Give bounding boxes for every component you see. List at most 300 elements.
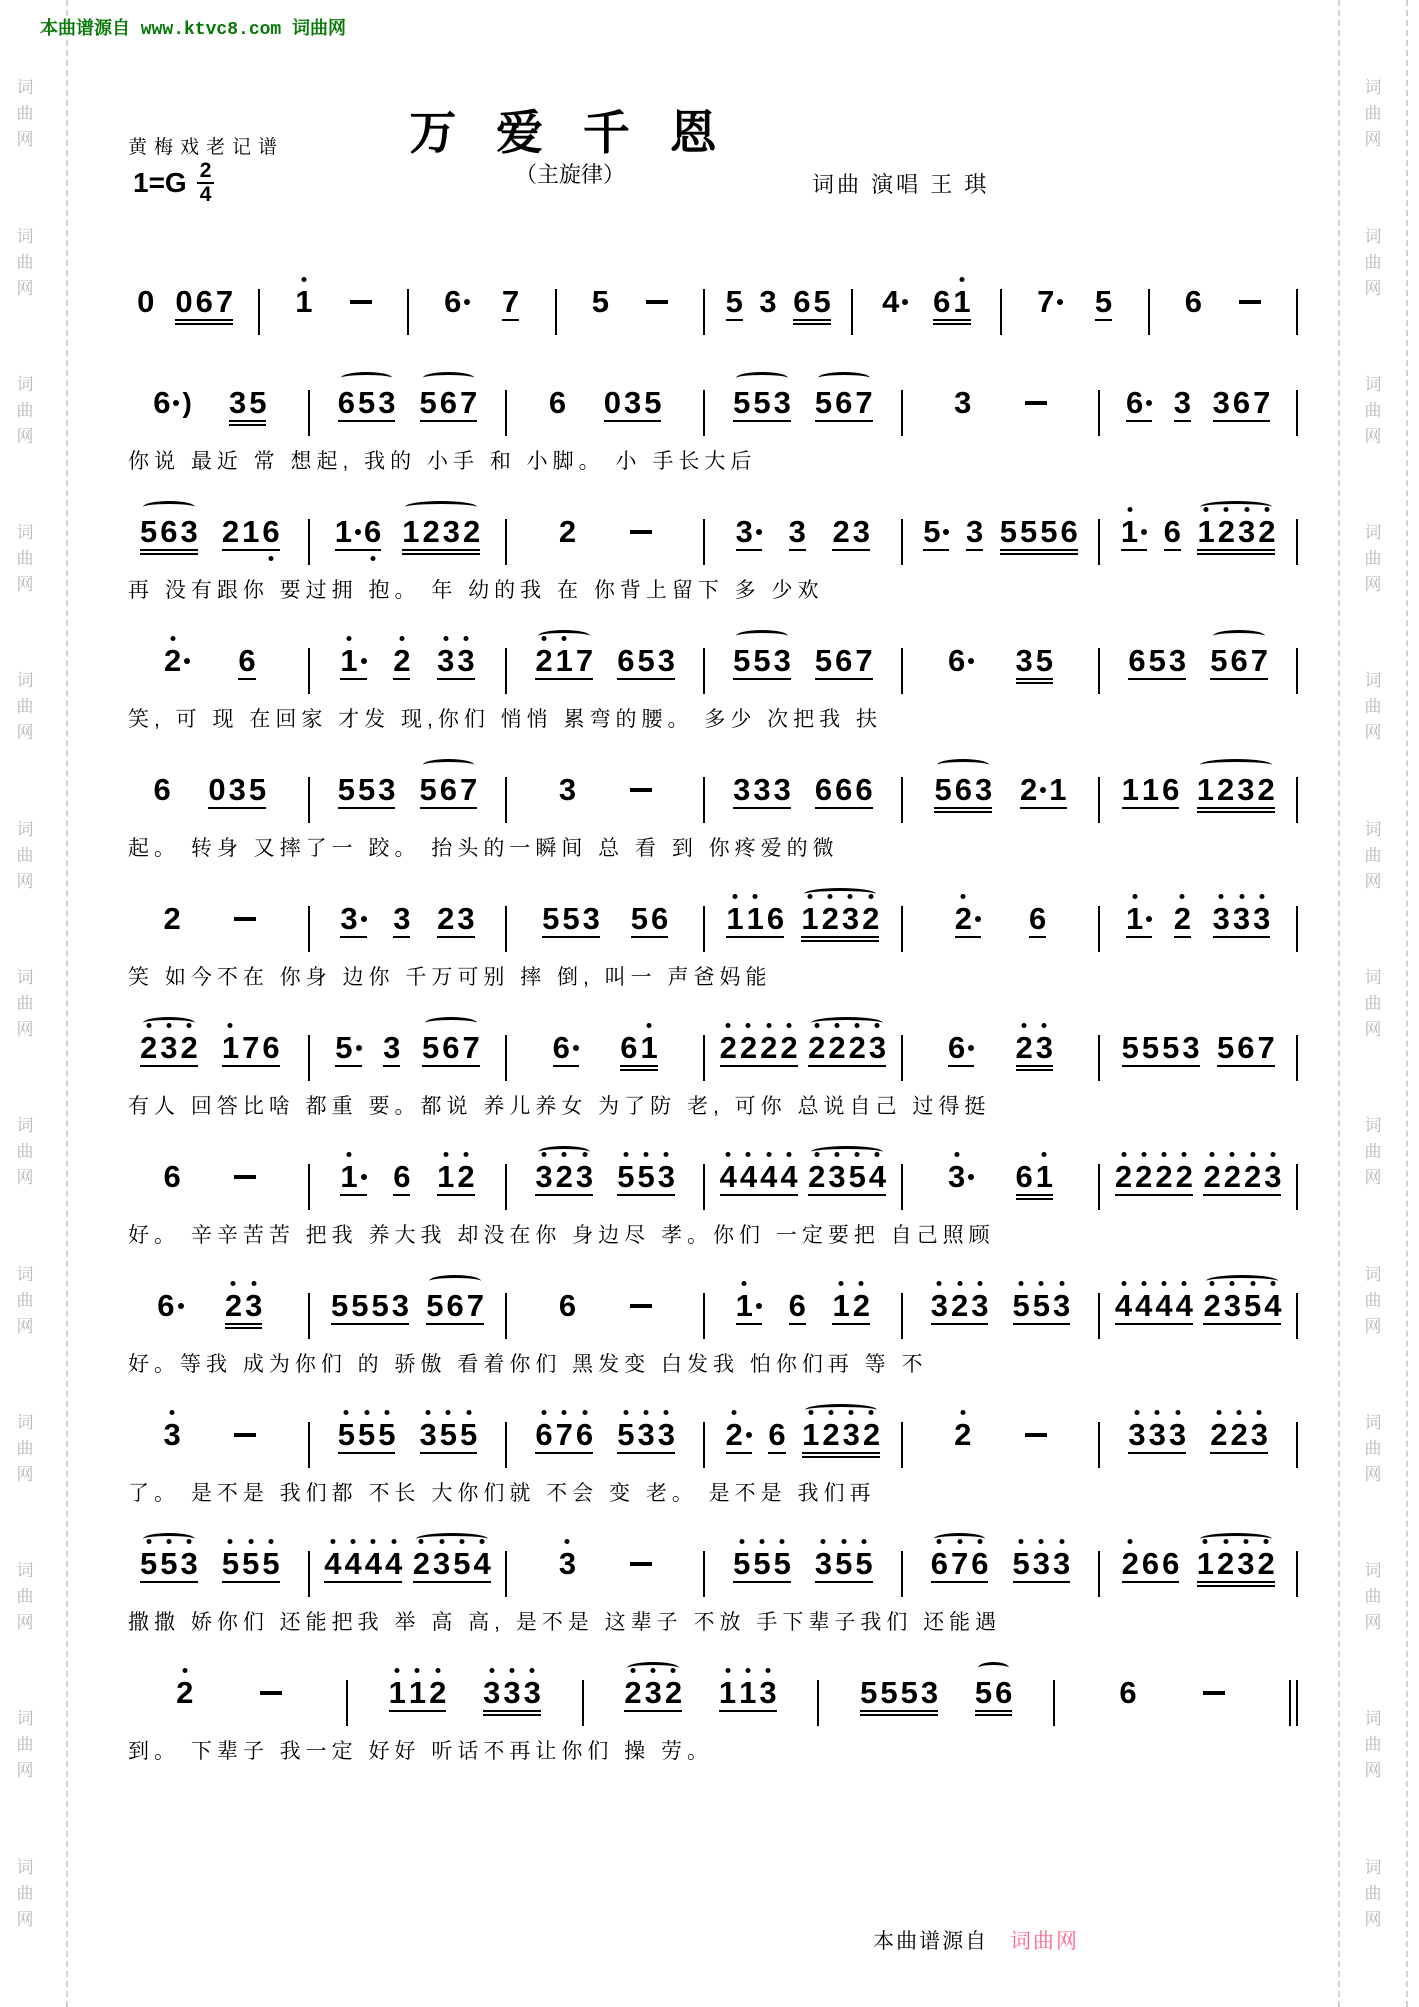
note-group: 2 6 6 [1121,1546,1180,1581]
note-group: 2 [558,514,577,549]
note-group: 3 [163,1417,181,1452]
note-group: 6 [558,1288,577,1323]
measure [903,645,1099,684]
note-group: 6 5 3 [617,643,675,678]
note-group: 1 1 2 [388,1675,447,1710]
measure [705,1290,901,1325]
measure [507,516,703,547]
note-group: 5 [335,1032,361,1067]
note-group: 5 5 5 [733,1546,791,1581]
note-group: 5 5 3 [733,643,791,678]
note-group [1019,387,1047,405]
note-group: 2 2 3 [1210,1417,1268,1452]
note-group: 5 [923,516,949,551]
note-group: 1 [340,645,366,680]
score-line [112,369,1298,475]
note-group: 5 [725,284,743,319]
final-double-barline [1289,1677,1298,1726]
note-group: 5 5 3 [1012,1288,1071,1323]
measure [310,1290,506,1325]
measure [112,387,308,426]
measure [507,1290,703,1321]
note-group: 6 [948,1032,974,1067]
measure [1055,1677,1289,1708]
note-group: 6 [948,645,974,676]
note-group: 5 6 7 [1210,643,1268,678]
note-group: 3 3 3 [733,772,791,807]
key-label: 1=G [133,167,187,199]
barline [1296,777,1298,823]
note-group: 1 2 3 2 [1197,1548,1275,1587]
score-line [112,1014,1298,1120]
note-group [228,903,256,921]
note-group: 3 [954,385,972,420]
note-group: 2 2 2 3 [1203,1159,1282,1194]
measure [112,903,308,934]
note-group: 1 2 [437,1159,475,1194]
note-group: 4 4 4 4 [1114,1288,1193,1323]
note-group: 3 3 3 [1212,901,1271,936]
note-group: 3 [558,1546,577,1581]
note-group: 6 [768,1417,786,1452]
measure [507,1419,703,1454]
measure [903,1419,1099,1450]
note-group: 2 [726,1419,752,1454]
side-watermark-text: 词 曲 网 [1364,523,1382,595]
note-group [1019,1419,1047,1437]
barline [1296,289,1298,335]
time-signature [197,160,215,206]
measure [903,1290,1099,1325]
note-group: 2 [1173,901,1192,936]
note-group: 6 [553,1032,579,1067]
note-group: 5 6 [975,1677,1013,1716]
left-dashed-divider [66,0,68,2007]
score-line [112,1143,1298,1249]
note-group: 5 5 3 [337,772,396,807]
measure [903,774,1099,813]
measure [310,1032,506,1067]
measure [112,1677,346,1708]
left-side-watermark-column [8,0,42,2007]
note-group: 2 3 2 [140,1030,198,1065]
side-watermark-text: 词 曲 网 [1364,374,1382,446]
note-group: 6 ) [153,385,192,420]
note-group: 5 [591,284,609,319]
barline [1296,1422,1298,1468]
note-group: 3 3 [437,643,475,678]
side-watermark-text: 词 曲 网 [16,1116,34,1188]
barline [1296,1035,1298,1081]
note-group: 7 [1037,286,1063,317]
measure [584,1677,818,1712]
measure [705,645,901,680]
side-watermark-text: 词 曲 网 [1364,671,1382,743]
measure [260,286,406,317]
note-group: 6 [1184,284,1202,319]
side-watermark-text: 词 曲 网 [1364,1561,1382,1633]
score-line [112,1530,1298,1636]
note-group [344,286,372,304]
side-watermark-text: 词 曲 网 [16,671,34,743]
note-group: 0 3 5 [208,772,267,807]
note-group: 3 [393,901,411,936]
note-group: 3 [1173,385,1192,420]
measure [310,387,506,422]
measure [705,387,901,422]
barline [1296,390,1298,436]
note-group: 1 2 3 2 [1197,774,1275,813]
score-line [112,268,1298,335]
note-group: 1 2 3 2 [802,1419,880,1458]
note-group: 3 5 5 [814,1546,873,1581]
note-group: 6 [393,1159,411,1194]
measure [1100,774,1296,813]
score-line [112,1272,1298,1378]
note-group: 1 7 6 [221,1030,280,1065]
note-group: 5 6 7 [419,385,478,420]
note-group: 3 3 3 [1128,1417,1187,1452]
side-watermark-text: 词 曲 网 [1364,967,1382,1039]
measure [1100,1419,1296,1454]
note-group: 3 [736,516,762,551]
note-group: 2 3 2 [624,1675,683,1710]
right-side-watermark-column [1356,0,1390,2007]
measure [112,645,308,680]
lyrics-line: 你说 最近 常 想起, 我的 小手 和 小脚。 小 手长大后 [128,450,757,473]
barline [1296,1293,1298,1339]
barline [1296,1551,1298,1597]
measure [705,1548,901,1583]
note-group: 1 1 3 [718,1675,777,1710]
measure [112,1548,308,1583]
note-group: 1 [295,284,313,319]
note-group: 3 [759,284,777,319]
note-group: 3 [948,1161,974,1192]
key-signature [133,160,214,206]
measure [409,286,555,321]
measure [1002,286,1148,321]
note-group: 5 6 3 [934,774,992,813]
note-group: 5 6 7 [814,643,873,678]
lyrics-line: 好。等我 成为你们 的 骄傲 看着你们 黑发变 白发我 怕你们再 等 不 [128,1353,928,1376]
note-group: 5 5 3 [617,1159,675,1194]
score-line [112,498,1298,604]
note-group: 2 1 6 [221,514,280,549]
side-watermark-text: 词 曲 网 [16,226,34,298]
side-watermark-text: 词 曲 网 [16,1709,34,1781]
note-group: 5 6 7 [419,772,478,807]
note-group: 5 5 3 [542,901,600,936]
measure [705,516,901,551]
score [112,268,1298,1788]
measure [819,1677,1053,1716]
note-group: 5 5 5 [337,1417,396,1452]
note-group [624,774,652,792]
note-group: 6 5 [793,286,831,325]
song-subtitle: （主旋律） [514,162,625,187]
note-group: 2 1 [1020,772,1067,807]
note-group: 2 [393,643,411,678]
note-group: 5 6 7 [814,385,873,420]
note-group: 2 1 7 [535,643,594,678]
note-group: 2 2 2 3 [808,1030,887,1065]
side-watermark-text: 词 曲 网 [16,1857,34,1929]
measure [705,286,851,325]
side-watermark-text: 词 曲 网 [16,819,34,891]
note-group: 5 6 7 [1216,1030,1275,1065]
note-group: 3 [966,514,984,549]
note-group: 4 [882,286,908,317]
measure [507,903,703,938]
note-group: 2 3 [1016,1032,1054,1071]
note-group: 6 [1119,1675,1137,1710]
barline [1296,1680,1298,1726]
side-watermark-text: 词 曲 网 [1364,226,1382,298]
note-group: 4 4 4 4 [324,1546,403,1581]
measure [507,1032,703,1071]
note-group: 2 2 2 2 [719,1030,798,1065]
measure [310,516,506,555]
note-group: 6 [444,286,470,317]
footer-brand: 词曲网 [1010,1930,1079,1953]
measure [557,286,703,317]
side-watermark-text: 词 曲 网 [1364,819,1382,891]
note-group: 5 6 [630,901,669,936]
note-group: 5 [1094,284,1113,319]
note-group: 3 6 7 [1212,385,1271,420]
note-group: 6 [1029,901,1047,936]
side-watermark-text: 词 曲 网 [16,1561,34,1633]
note-group: 2 [954,1417,972,1452]
note-group: 5 5 5 [221,1546,280,1581]
barline [1296,1164,1298,1210]
note-group: 6 [1126,387,1152,422]
note-group: 3 [558,772,577,807]
lyrics-line: 笑 如今不在 你身 边你 千万可别 摔 倒, 叫一 声爸妈能 [128,966,772,989]
barline [1296,519,1298,565]
side-watermark-text: 词 曲 网 [16,523,34,595]
measure [310,903,506,938]
measure [1150,286,1296,317]
note-group: 2 2 2 2 [1114,1159,1193,1194]
measure [310,774,506,809]
side-watermark-text: 词 曲 网 [1364,1264,1382,1336]
measure [705,774,901,809]
note-group: 2 3 [225,1290,263,1329]
measure [112,774,308,809]
note-group: 2 3 [437,901,475,936]
note-group: 3 2 3 [535,1159,594,1194]
measure [112,1290,308,1329]
footer-prefix: 本曲谱源自 [873,1930,989,1953]
measure [1100,1161,1296,1196]
note-group: 3 [340,903,366,938]
lyrics-line: 笑, 可 现 在回家 才发 现,你们 悄悄 累弯的腰。 多少 次把我 扶 [128,708,883,731]
measure [112,1161,308,1192]
note-group [640,286,668,304]
note-group: 1 2 3 2 [801,903,879,942]
note-group: 4 4 4 4 [719,1159,798,1194]
measure [310,1419,506,1454]
note-group: 6 7 6 [930,1546,989,1581]
measure [507,1548,703,1579]
note-group: 1 1 6 [1121,772,1180,807]
note-group: 7 [501,284,520,319]
note-group: 1 2 [832,1288,870,1323]
measure [112,1419,308,1450]
credits: 词曲 演唱 王 琪 [812,172,990,197]
notation-note: 黄梅戏老记谱 [128,137,285,158]
note-group: 2 3 5 4 [1203,1288,1282,1323]
note-group: 0 [137,284,155,319]
measure [507,645,703,680]
side-watermark-text: 词 曲 网 [16,78,34,150]
note-group: 3 2 3 [930,1288,989,1323]
side-watermark-text: 词 曲 网 [1364,78,1382,150]
note-group [624,516,652,534]
note-group: 2 [164,645,190,676]
measure [310,645,506,680]
note-group: 6 [153,772,171,807]
note-group: 5 6 7 [426,1288,485,1323]
right-dashed-divider-inner [1338,0,1340,2007]
side-watermark-text: 词 曲 网 [16,374,34,446]
lyrics-line: 撒撒 娇你们 还能把我 举 高 高, 是不是 这辈子 不放 手下辈子我们 还能遇 [128,1611,1002,1634]
note-group: 3 5 [229,387,267,426]
note-group: 5 3 3 [617,1417,675,1452]
note-group: 5 5 5 6 [1000,516,1078,555]
score-line [112,1401,1298,1507]
measure [507,1161,703,1196]
note-group: 5 5 5 3 [330,1288,409,1323]
measure [705,903,901,942]
note-group: 1 6 [334,514,382,549]
note-group: 1 [340,1161,366,1196]
time-signature-denominator: 4 [199,183,212,207]
note-group: 6 [788,1288,806,1323]
footer [873,1925,1079,1955]
note-group: 5 6 3 [140,516,198,555]
barline [1289,1680,1291,1726]
score-line [112,1659,1298,1765]
right-dashed-divider-outer [1406,0,1408,2007]
note-group: 5 5 3 [140,1546,198,1581]
measure [1100,903,1296,938]
measure [903,1161,1099,1200]
measure [348,1677,582,1716]
note-group: 5 5 3 [733,385,791,420]
measure [903,516,1099,555]
note-group: 6 [163,1159,181,1194]
measure [903,1548,1099,1583]
note-group: 6 [157,1290,183,1321]
side-watermark-text: 词 曲 网 [1364,1857,1382,1929]
note-group: 1 [1126,903,1152,938]
note-group: 0 3 5 [603,385,662,420]
note-group: 1 1 6 [726,901,785,936]
measure [705,1032,901,1067]
note-group: 6 5 3 [337,385,396,420]
note-group: 6 [238,643,256,678]
barline [1296,648,1298,694]
note-group: 3 3 3 [483,1677,541,1716]
note-group: 2 3 5 4 [808,1159,887,1194]
side-watermark-text: 词 曲 网 [16,967,34,1039]
score-line [112,756,1298,862]
measure [1100,516,1296,555]
measure [507,387,703,422]
side-watermark-text: 词 曲 网 [16,1264,34,1336]
measure [112,516,308,555]
song-title: 万 爱 千 恩 [409,108,731,160]
note-group: 3 [383,1030,401,1065]
measure [112,1032,308,1067]
note-group [1197,1677,1225,1695]
lyrics-line: 好。 辛辛苦苦 把我 养大我 却没在你 身边尽 孝。你们 一定要把 自己照顾 [128,1224,995,1247]
measure [1100,645,1296,680]
note-group [254,1677,282,1695]
note-group: 5 5 5 3 [1121,1030,1200,1065]
note-group: 6 [548,385,567,420]
note-group: 5 3 3 [1012,1546,1071,1581]
measure [1100,387,1296,422]
measure [310,1161,506,1196]
measure [903,903,1099,938]
measure [853,286,999,325]
note-group: 3 [788,514,806,549]
lyrics-line: 到。 下辈子 我一定 好好 听话不再让你们 操 劳。 [128,1740,714,1763]
measure [705,1419,901,1458]
measure [507,774,703,805]
measure [903,387,1099,418]
time-signature-numerator: 2 [197,160,215,184]
note-group: 2 [955,903,981,938]
note-group: 6 1 [933,286,971,325]
note-group: 0 6 7 [175,286,233,325]
note-group [624,1548,652,1566]
measure [310,1548,506,1583]
note-group: 3 5 [1016,645,1054,684]
note-group [228,1161,256,1179]
score-line [112,885,1298,991]
note-group: 6 1 [620,1032,658,1071]
source-watermark: 本曲谱源自 www.ktvc8.com 词曲网 [40,20,347,40]
note-group: 6 1 [1016,1161,1054,1200]
lyrics-line: 了。 是不是 我们都 不长 大你们就 不会 变 老。 是不是 我们再 [128,1482,876,1505]
side-watermark-text: 词 曲 网 [1364,1116,1382,1188]
measure [1100,1032,1296,1067]
measure [903,1032,1099,1071]
side-watermark-text: 词 曲 网 [16,1412,34,1484]
note-group: 1 [736,1290,762,1325]
note-group: 6 5 3 [1128,643,1187,678]
score-line [112,627,1298,733]
note-group: 2 3 [832,514,870,549]
note-group: 1 [1121,516,1147,551]
side-watermark-text: 词 曲 网 [1364,1709,1382,1781]
note-group: 6 6 6 [814,772,873,807]
note-group [228,1419,256,1437]
measure [705,1161,901,1196]
note-group: 1 2 3 2 [402,516,480,555]
lyrics-line: 再 没有跟你 要过拥 抱。 年 幼的我 在 你背上留下 多 少欢 [128,579,824,602]
note-group: 1 2 3 2 [1197,516,1275,555]
side-watermark-text: 词 曲 网 [1364,1412,1382,1484]
note-group [624,1290,652,1308]
note-group: 5 5 5 3 [860,1677,938,1716]
note-group: 2 [176,1675,194,1710]
